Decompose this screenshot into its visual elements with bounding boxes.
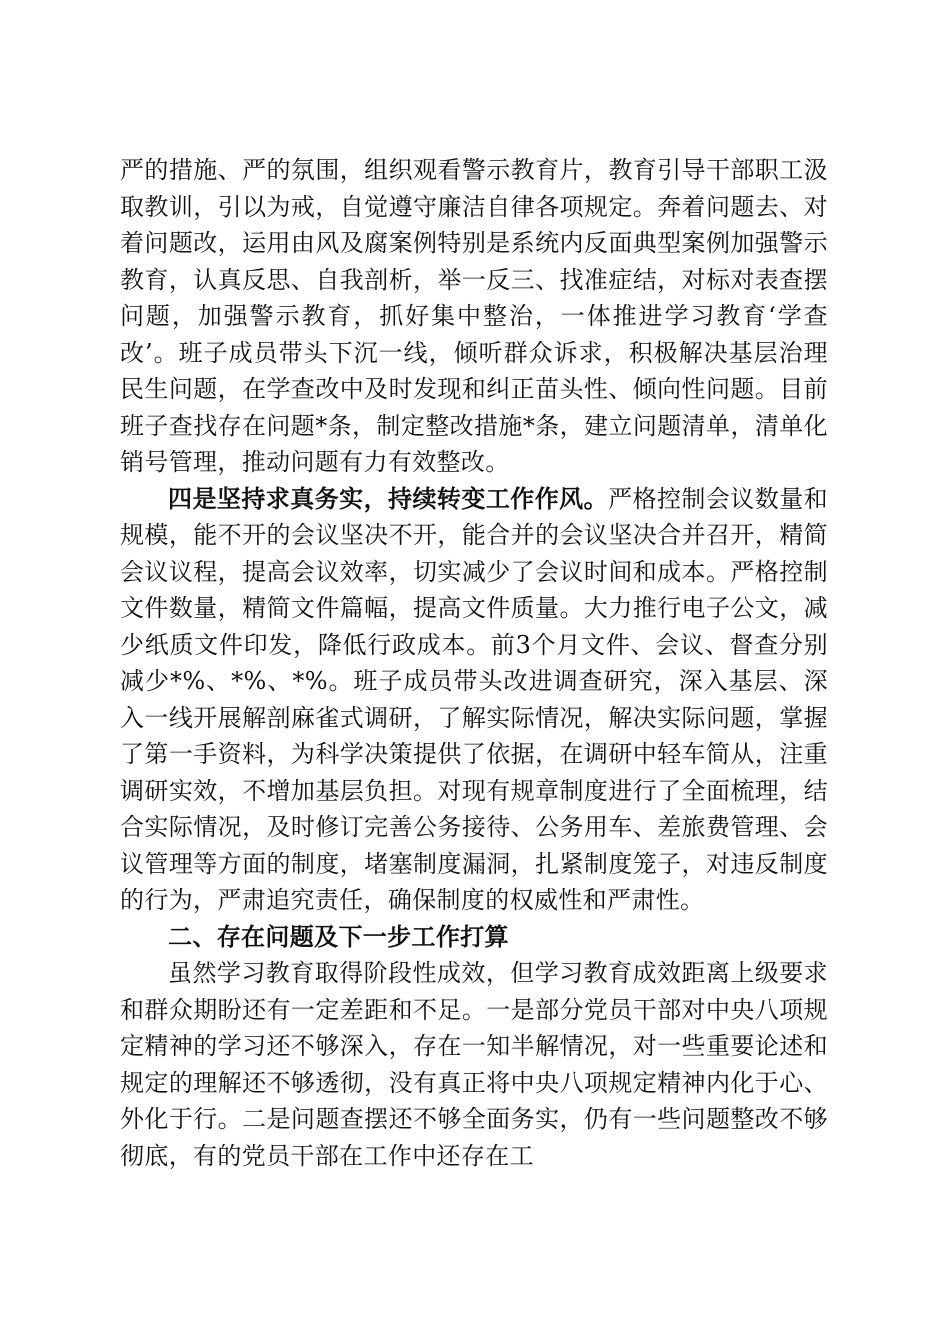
paragraph-body: 严格控制会议数量和规模，能不开的会议坚决不开，能合并的会议坚决合并召开，精简会议议程，提高会议效率，切实减少了会议时间和成本。严格控制文件数量，精简文件篇幅，提高文件质量。大力推行电子公文，减少纸质文件印发，降低行政成本。前3个月文件、会议、督查分别减少*%、*%、*%。班子成员带头改进调查研究，深入基层、深入一线开展解剖麻雀式调研，了解实际情况，解决实际问题，掌握了第一手资料，为科学决策提供了依据，在调研中轻车简从，注重调研实效，不增加基层负担。对现有规章制度进行了全面梳理，结合实际情况，及时修订完善公务接待、公务用车、差旅费管理、会议管理等方面的制度，堵塞制度漏洞，扎紧制度笼子，对违反制度的行为，严肃追究责任，确保制度的权威性和严肃性。 — [120, 484, 828, 914]
paragraph-warning-education: 严的措施、严的氛围，组织观看警示教育片，教育引导干部职工汲取教训，引以为戒，自觉遵守廉洁自律各项规定。奔着问题去、对着问题改，运用由风及腐案例特别是系统内反面典型案例加强警示教育，认真反思、自我剖析，举一反三、找准症结，对标对表查摆问题，加强警示教育，抓好集中整治，一体推进学习教育‘学查改’。班子成员带头下沉一线，倾听群众诉求，积极解决基层治理民生问题，在学查改中及时发现和纠正苗头性、倾向性问题。目前班子查找存在问题*条，制定整改措施*条，建立问题清单，清单化销号管理，推动问题有力有效整改。 — [120, 156, 828, 476]
document-page — [120, 152, 828, 1174]
paragraph-lead-title: 四是坚持求真务实，持续转变工作作风。 — [168, 483, 609, 513]
section-heading: 二、存在问题及下一步工作打算 — [168, 922, 509, 951]
paragraph-problems: 虽然学习教育取得阶段性成效，但学习教育成效距离上级要求和群众期盼还有一定差距和不足。一是部分党员干部对中央八项规定精神的学习还不够深入，存在一知半解情况，对一些重要论述和规定的理解还不够透彻，没有真正将中央八项规定精神内化于心、外化于行。二是问题查摆还不够全面务实，仍有一些问题整改不够彻底，有的党员干部在工作中还存在工 — [120, 959, 828, 1170]
paragraph-work-style — [120, 481, 828, 919]
